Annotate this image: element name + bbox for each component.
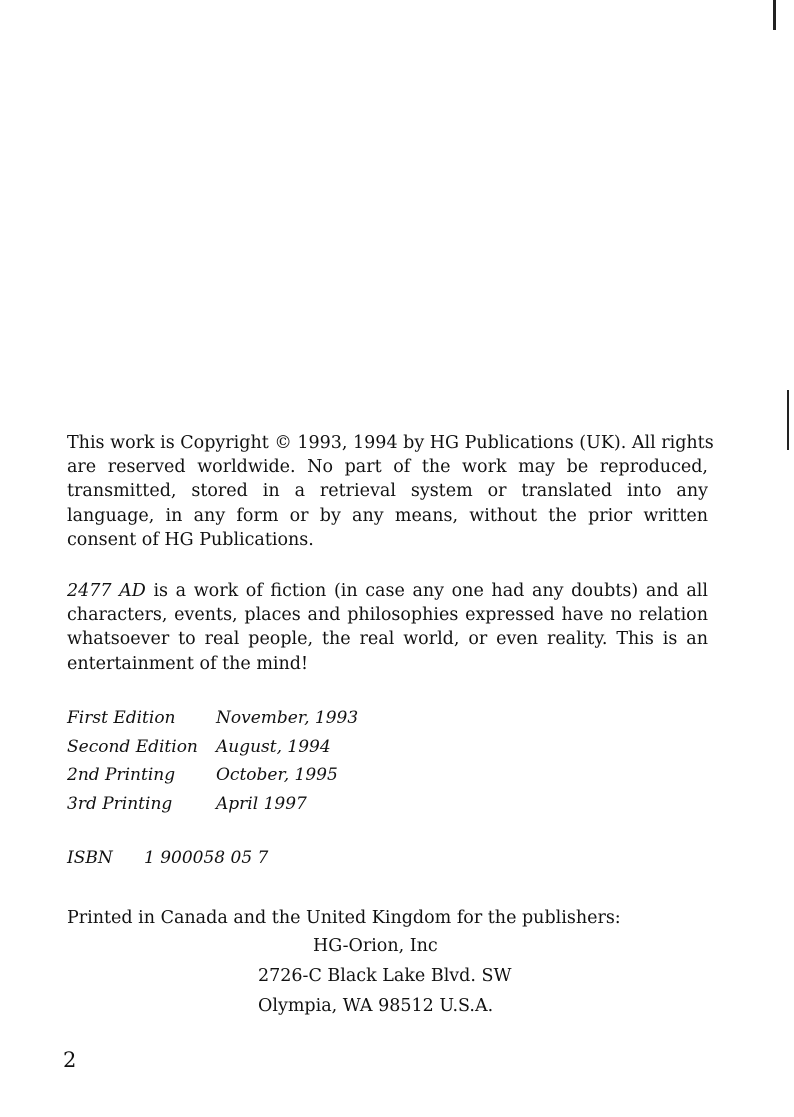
edition-date: October, 1995	[216, 765, 338, 786]
edition-history	[67, 704, 358, 818]
edition-label: 3rd Printing	[67, 793, 173, 814]
page-number: 2	[63, 1048, 77, 1072]
edition-row	[67, 704, 358, 733]
edition-date: April 1997	[216, 793, 307, 814]
copyright-line: are reserved worldwide. No part of the work may be reproduced,	[67, 457, 708, 478]
edition-row	[67, 733, 358, 762]
copyright-line: consent of HG Publications.	[67, 529, 314, 550]
copyright-line: This work is Copyright © 1993, 1994 by HG Publications (UK). All rights	[67, 433, 714, 453]
edition-label: First Edition	[67, 708, 176, 729]
copyright-line: transmitted, stored in a retrieval system or translated into any	[67, 481, 708, 502]
publisher-name: HG-Orion, Inc	[313, 936, 438, 956]
scan-edge-mark	[787, 390, 789, 450]
fiction-line: characters, events, places and philosophies expressed have no relation	[67, 605, 708, 626]
fiction-line: whatsoever to real people, the real world, or even reality. This is an	[67, 629, 708, 650]
edition-label: 2nd Printing	[67, 765, 176, 786]
edition-row	[67, 761, 358, 790]
edition-date: August, 1994	[216, 736, 331, 757]
edition-row	[67, 790, 358, 819]
book-title: 2477 AD	[67, 581, 146, 601]
fiction-line	[67, 579, 708, 603]
scan-edge-mark	[773, 0, 776, 30]
fiction-disclaimer	[67, 579, 708, 676]
isbn-number: 1 900058 05 7	[144, 848, 269, 868]
fiction-line-text: is a work of fiction (in case any one had any doubts) and all	[145, 581, 708, 601]
fiction-line: entertainment of the mind!	[67, 653, 309, 674]
copyright-notice	[67, 431, 714, 552]
edition-date: November, 1993	[216, 708, 359, 729]
publisher-street: 2726-C Black Lake Blvd. SW	[258, 966, 512, 986]
publisher-city: Olympia, WA 98512 U.S.A.	[258, 996, 494, 1016]
isbn-label: ISBN	[67, 848, 113, 868]
copyright-line: language, in any form or by any means, without the prior written	[67, 505, 708, 526]
isbn-line	[67, 848, 268, 868]
printed-notice: Printed in Canada and the United Kingdom for the publishers:	[67, 908, 621, 928]
edition-label: Second Edition	[67, 736, 198, 757]
